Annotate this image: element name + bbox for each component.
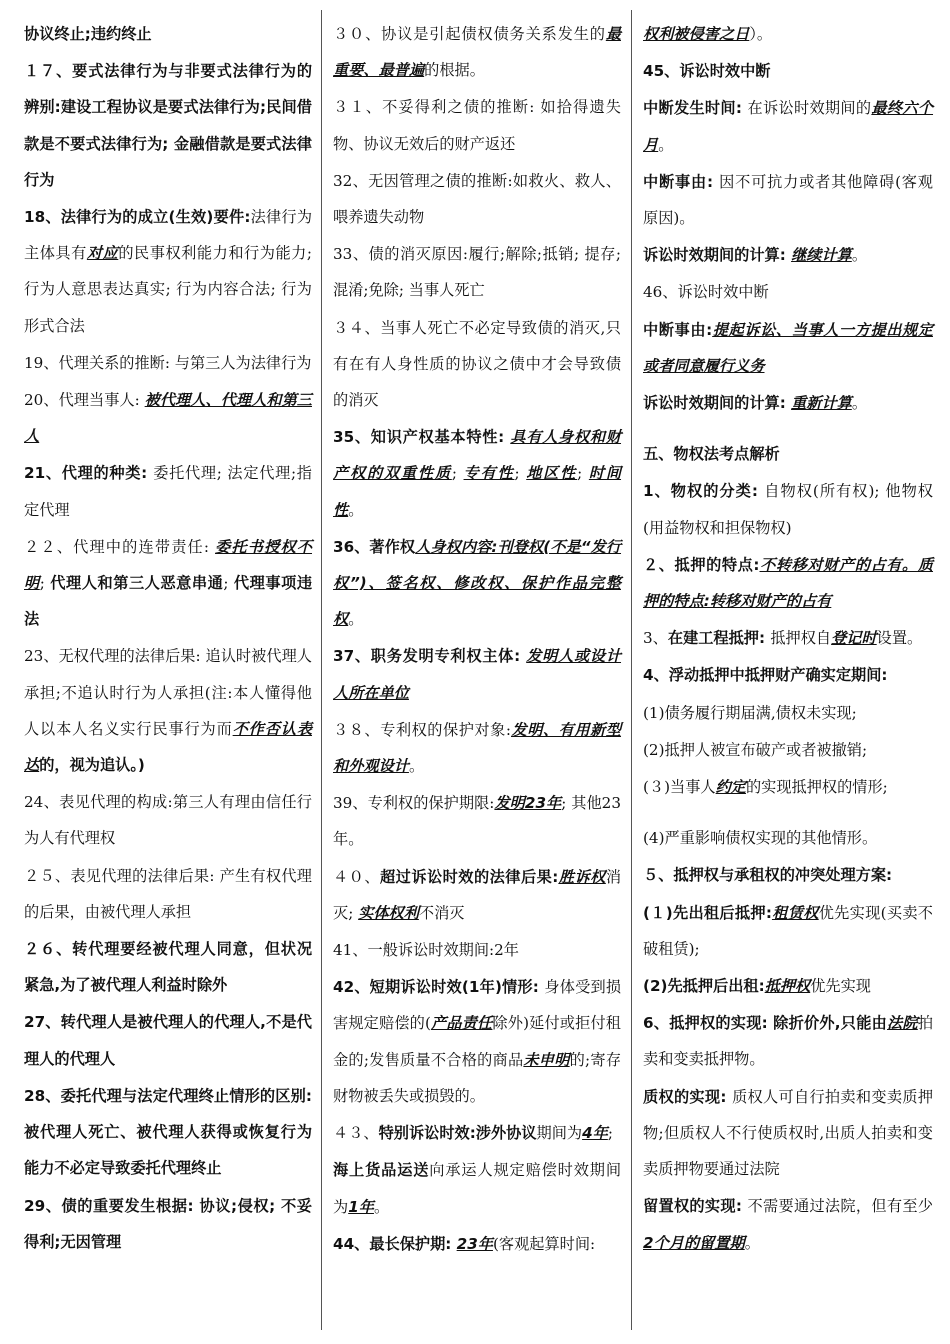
paragraph: [24, 1004, 312, 1076]
emphasis-text: 最终六个月: [643, 99, 934, 154]
emphasis-text: 未申明: [523, 1050, 570, 1069]
body-text: 46、诉讼时效中断: [643, 283, 769, 302]
bold-text: 28、委托代理与法定代理终止情形的区别: 被代理人死亡、被代理人获得或恢复行为能力不必定导致委托代理终止: [24, 1086, 312, 1178]
bold-text: 海上货品运送: [333, 1161, 430, 1180]
body-text: ; 其他23年。: [333, 794, 621, 849]
body-text: 的民事权利能力和行为能力; 行为人意思表达真实; 行为内容合法; 行为形式合法: [24, 244, 313, 335]
emphasis-text: 抵押权: [764, 977, 811, 996]
body-text: ４０、: [333, 867, 380, 886]
body-text: (1)债务履行期届满,债权未实现;: [643, 703, 857, 722]
bold-text: 中断发生时间:: [643, 99, 748, 118]
paragraph: [24, 16, 312, 52]
paragraph: [643, 857, 933, 893]
emphasis-text: 产品责任: [430, 1014, 493, 1033]
paragraph: [24, 638, 312, 783]
paragraph: [333, 932, 621, 968]
body-text: 的实现抵押权的情形;: [745, 778, 888, 797]
paragraph: [643, 547, 933, 619]
text-column-1: [24, 16, 312, 1261]
bold-text: 36、著作权: [333, 537, 416, 556]
paragraph: [24, 1188, 312, 1260]
emphasis-text: 登记时: [831, 629, 877, 648]
paragraph: [643, 968, 933, 1004]
bold-text: 在建工程抵押:: [667, 629, 771, 648]
paragraph-spacer: [643, 806, 933, 820]
paragraph: [333, 16, 621, 88]
bold-text: 代理事项违法: [24, 574, 313, 629]
paragraph: [643, 53, 933, 89]
paragraph: [643, 620, 933, 656]
paragraph: [333, 1115, 621, 1151]
column-divider-right: [631, 10, 632, 1330]
paragraph: [24, 382, 312, 454]
emphasis-text: 重新计算: [791, 394, 852, 413]
bold-text: 42、短期诉讼时效(1年)情形:: [333, 978, 545, 997]
bold-text: 协议终止;违约终止: [24, 25, 152, 43]
paragraph: [24, 858, 312, 930]
body-text: 。: [348, 500, 364, 519]
body-text: ３１、不妥得利之债的推断: 如拾得遗失物、协议无效后的财产返还: [333, 98, 621, 153]
body-text: 23、无权代理的法律后果: 追认时被代理人承担;不追认时行为人承担(注:本人懂得他人以本人名义实行民事行为而: [24, 647, 312, 738]
paragraph: [643, 769, 933, 805]
bold-text: 中断事由:: [643, 172, 720, 191]
paragraph: [643, 237, 933, 273]
body-text: 委托代理; 法定代理;指定代理: [24, 464, 312, 519]
paragraph: [333, 529, 621, 638]
bold-text: 留置权的实现:: [643, 1197, 748, 1216]
body-text: (客观起算时间:: [492, 1234, 596, 1253]
body-text: 。: [744, 1233, 760, 1252]
body-text: 在诉讼时效期间的: [747, 99, 872, 118]
body-text: 的根据。: [424, 61, 485, 80]
body-text: ４３、: [333, 1124, 379, 1143]
body-text: (4)严重影响债权实现的其他情形。: [643, 829, 878, 848]
body-text: 。: [408, 757, 425, 776]
body-text: 。: [658, 135, 674, 154]
bold-text: 五、物权法考点解析: [643, 445, 780, 464]
body-text: 的;寄存财物被丢失或损毁的。: [333, 1050, 622, 1105]
paragraph: [24, 199, 312, 344]
bold-text: 诉讼时效期间的计算:: [643, 246, 792, 265]
paragraph: [643, 695, 933, 731]
bold-text: 特别诉讼时效:涉外协议: [378, 1124, 537, 1143]
paragraph: [643, 385, 933, 421]
emphasis-text: 1年: [348, 1197, 374, 1216]
paragraph: [643, 732, 933, 768]
paragraph: [643, 895, 933, 967]
body-text: 24、表见代理的构成:第三人有理由信任行为人有代理权: [24, 793, 312, 848]
body-text: 39、专利权的保护期限:: [333, 794, 495, 813]
body-text: 向承运人规定赔偿时效期间为: [333, 1161, 622, 1216]
bold-text: ２６、转代理要经被代理人同意，但状况紧急,为了被代理人利益时除外: [24, 940, 312, 995]
body-text: 。: [373, 1197, 390, 1216]
paragraph: [24, 1078, 312, 1187]
paragraph: [24, 345, 312, 381]
body-text: 设置。: [876, 629, 923, 648]
bold-text: 29、债的重要发生根据: 协议;侵权; 不妥得利;无因管理: [24, 1196, 312, 1251]
paragraph: [24, 931, 312, 1003]
body-text: 除外)延付或拒付租金的;发售质量不合格的商品: [333, 1014, 621, 1069]
body-text: (３)当事人: [643, 778, 716, 797]
bold-text: 中断事由:: [643, 320, 713, 339]
body-text: ２２、代理中的连带责任:: [24, 537, 216, 556]
body-text: 因不可抗力或者其他障碍(客观原因)。: [643, 172, 933, 228]
body-text: 不需要通过法院，但有至少: [747, 1197, 933, 1216]
emphasis-text: 不作否认表达: [24, 719, 313, 775]
emphasis-text: 约定: [715, 778, 746, 797]
column-divider-left: [321, 10, 322, 1330]
bold-text: 质权的实现:: [643, 1087, 733, 1106]
emphasis-text: 专有性: [463, 464, 515, 483]
emphasis-text: 提起诉讼、当事人一方提出规定或者同意履行义务: [643, 320, 933, 375]
paragraph: [643, 274, 933, 310]
paragraph: [333, 859, 621, 931]
text-column-3: [643, 16, 933, 1262]
body-text: 期间为: [536, 1124, 583, 1143]
paragraph: [24, 784, 312, 856]
body-text: 。: [851, 394, 867, 413]
paragraph: [643, 164, 933, 236]
emphasis-text: 发明人或设计人所在单位: [333, 647, 622, 702]
paragraph: [333, 969, 621, 1114]
bold-text: ５、抵押权与承租权的冲突处理方案:: [643, 866, 893, 885]
emphasis-text: 地区性: [526, 464, 578, 483]
paragraph: [333, 638, 621, 710]
body-text: 32、无因管理之债的推断:如救火、救人、喂养遗失动物: [333, 171, 621, 227]
paragraph: [643, 436, 933, 472]
emphasis-text: 被代理人、代理人和第三人: [24, 391, 312, 446]
body-text: ;: [39, 574, 51, 593]
paragraph: [24, 53, 312, 198]
bold-text: 诉讼时效期间的计算:: [643, 394, 792, 413]
emphasis-text: 23年: [456, 1234, 493, 1253]
body-text: 优先实现(买卖不破租赁);: [643, 903, 933, 958]
body-text: 。: [851, 246, 867, 265]
body-text: 20、代理当事人:: [24, 391, 145, 410]
bold-text: 代理人和第三人恶意串通: [50, 574, 224, 593]
body-text: 抵押权自: [770, 629, 832, 648]
body-text: 身体受到损害规定赔偿的(: [333, 978, 621, 1033]
body-text: ３４、当事人死亡不必定导致债的消灭,只有在有人身性质的协议之债中才会导致债的消灭: [333, 318, 621, 410]
emphasis-text: 法院: [887, 1014, 918, 1033]
emphasis-text: 权利被侵害之日: [643, 25, 750, 43]
emphasis-text: 4年: [582, 1124, 608, 1143]
body-text: 优先实现: [810, 977, 871, 996]
body-text: 。: [348, 610, 364, 629]
bold-text: １７、要式法律行为与非要式法律行为的辨别:建设工程协议是要式法律行为;民间借款是不要式法律行为; 金融借款是要式法律行为: [24, 62, 312, 189]
bold-text: 35、知识产权基本特性:: [333, 428, 511, 447]
paragraph: [333, 785, 621, 857]
text-column-2: [333, 16, 621, 1263]
body-text: ;: [223, 574, 234, 593]
emphasis-text: 发明、有用新型和外观设计: [333, 720, 622, 776]
paragraph: [643, 90, 933, 162]
bold-text: 18、法律行为的成立(生效)要件:: [24, 208, 251, 227]
emphasis-text: 对应: [86, 244, 119, 263]
paragraph: [333, 1226, 621, 1262]
emphasis-text: 2个月的留置期: [643, 1233, 745, 1252]
bold-text: 27、转代理人是被代理人的代理人,不是代理人的代理人: [24, 1013, 312, 1068]
emphasis-text: 继续计算: [791, 246, 852, 265]
bold-text: (2)先抵押后出租:: [643, 977, 765, 996]
paragraph: [24, 529, 312, 638]
emphasis-text: 不转移对财产的占有。质押的特点:转移对财产的占有: [643, 555, 934, 611]
emphasis-text: 时间性: [333, 464, 622, 519]
emphasis-text: 最重要、最普遍: [333, 25, 621, 80]
body-text: ３０、协议是引起债权债务关系发生的: [333, 25, 606, 43]
paragraph: [643, 1005, 933, 1077]
paragraph: [643, 1188, 933, 1260]
bold-text: 的，视为追认。): [39, 756, 145, 775]
emphasis-text: 具有人身权和财产权的双重性质: [333, 428, 622, 483]
paragraph: [333, 163, 621, 235]
paragraph-spacer: [643, 422, 933, 436]
body-text: 41、一般诉讼时效期间:2年: [333, 941, 519, 960]
body-text: 消灭;: [333, 867, 622, 922]
body-text: ;: [451, 464, 464, 483]
emphasis-text: 人身权内容:刊登权(不是“发行权”)、签名权、修改权、保护作品完整权: [333, 537, 622, 629]
body-text: (2)抵押人被宣布破产或者被撤销;: [643, 740, 868, 759]
body-text: ;: [514, 464, 527, 483]
bold-text: 1、物权的分类:: [643, 482, 765, 501]
body-text: ３８、专利权的保护对象:: [333, 720, 511, 739]
body-text: 19、代理关系的推断: 与第三人为法律行为: [24, 353, 312, 372]
paragraph: [643, 820, 933, 856]
bold-text: 4、浮动抵押中抵押财产确实定期间:: [643, 666, 888, 685]
paragraph: [643, 1079, 933, 1188]
emphasis-text: 委托书授权不明: [24, 537, 312, 593]
body-text: 法律行为主体具有: [24, 208, 313, 263]
bold-text: 超过诉讼时效的法律后果:: [380, 867, 559, 886]
bold-text: 44、最长保护期:: [333, 1234, 457, 1253]
paragraph: [333, 310, 621, 419]
paragraph: [333, 89, 621, 161]
paragraph: [333, 1152, 621, 1224]
paragraph: [643, 312, 933, 384]
body-text: ;: [607, 1124, 613, 1143]
body-text: 3、: [643, 629, 668, 648]
paragraph: [333, 419, 621, 528]
emphasis-text: 实体权利: [358, 903, 419, 922]
bold-text: 45、诉讼时效中断: [643, 62, 771, 81]
bold-text: (１)先出租后抵押:: [643, 903, 772, 922]
paragraph: [333, 236, 621, 308]
paragraph: [643, 16, 933, 52]
body-text: 拍卖和变卖抵押物。: [643, 1014, 933, 1069]
body-text: ;: [577, 464, 589, 483]
body-text: 33、债的消灭原因:履行;解除;抵销; 提存; 混淆;免除; 当事人死亡: [333, 245, 621, 300]
bold-text: 6、抵押权的实现: 除折价外,只能由: [643, 1014, 887, 1033]
body-text: 质权人可自行拍卖和变卖质押物;但质权人不行使质权时,出质人拍卖和变卖质押物要通过法院: [643, 1087, 934, 1179]
body-text: 自物权(所有权); 他物权(用益物权和担保物权): [643, 482, 933, 537]
body-text: 不消灭: [418, 903, 465, 922]
body-text: ）。: [749, 25, 773, 43]
body-text: ２５、表见代理的法律后果: 产生有权代理的后果，由被代理人承担: [24, 866, 312, 921]
emphasis-text: 胜诉权: [558, 867, 606, 886]
paragraph: [643, 473, 933, 545]
paragraph: [643, 657, 933, 693]
paragraph: [333, 712, 621, 784]
bold-text: ２、抵押的特点:: [643, 555, 760, 574]
bold-text: 21、代理的种类:: [24, 464, 154, 483]
bold-text: 37、职务发明专利权主体:: [333, 647, 527, 666]
emphasis-text: 发明23年: [494, 794, 562, 813]
emphasis-text: 租赁权: [771, 903, 819, 922]
paragraph: [24, 455, 312, 527]
